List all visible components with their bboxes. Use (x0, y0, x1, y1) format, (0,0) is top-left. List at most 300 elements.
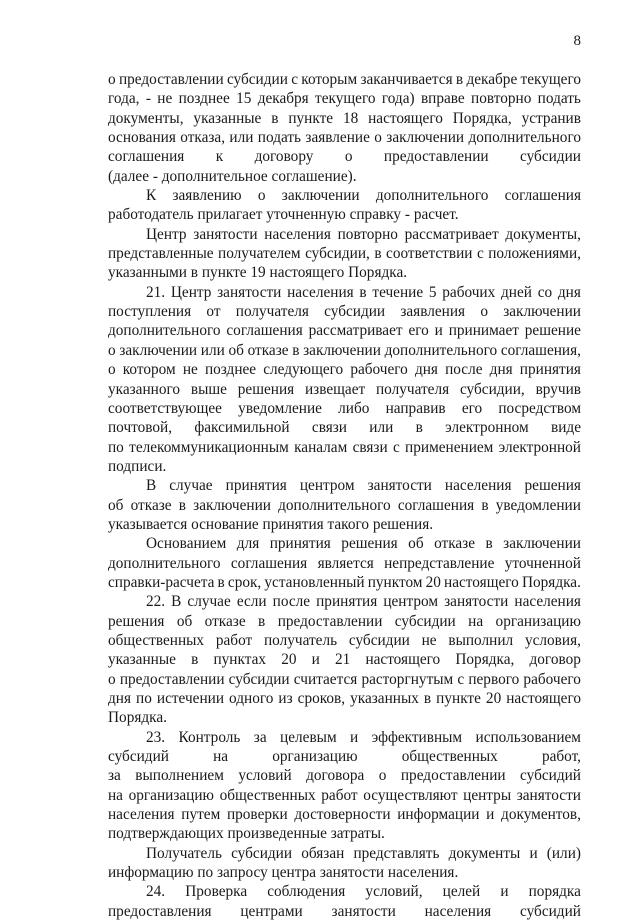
word: для (236, 535, 260, 553)
text-line (108, 592, 581, 611)
word: в (217, 573, 225, 591)
word: и (500, 883, 509, 901)
word: из (278, 690, 293, 707)
word: дня (414, 361, 438, 379)
word: за (108, 767, 121, 785)
word: договор (529, 651, 581, 669)
text-line (108, 554, 581, 573)
word: организацию (128, 786, 214, 804)
word: Центр (146, 225, 187, 243)
word: заключении (193, 496, 271, 514)
word: в (178, 496, 186, 514)
word: заявление (305, 129, 370, 147)
text-line (108, 225, 581, 244)
word: принятия (225, 477, 287, 495)
word: заключении (303, 341, 381, 359)
word: 24. (146, 883, 166, 901)
text-line: информацию по запросу центра занятости населения. (108, 864, 459, 882)
word: заявления (400, 303, 466, 321)
word: договора (306, 767, 365, 785)
word: занятости (331, 902, 396, 920)
word: настоящего (365, 651, 441, 669)
word: предоставлении (119, 670, 225, 688)
word: предоставлении (383, 148, 489, 166)
text-line (108, 534, 581, 553)
text-line (108, 689, 581, 708)
word: на (108, 786, 123, 804)
word: указанного (108, 380, 181, 398)
text-line (108, 283, 581, 302)
word: соглашения (504, 187, 581, 205)
word: текущего (520, 71, 581, 88)
word: об (176, 612, 193, 630)
word: его (408, 322, 429, 340)
word: пункте (288, 109, 334, 127)
word: целей (442, 883, 481, 901)
text-line (108, 766, 581, 785)
text-line: указанными в пункте 19 настоящего Порядка. (108, 264, 408, 282)
word: субсидии (324, 303, 386, 321)
word: дня (108, 690, 132, 707)
word: электронной (498, 438, 581, 456)
word: выполнил (448, 631, 514, 649)
word: вручив (535, 380, 581, 398)
word: основания (108, 129, 176, 147)
word: проверки (226, 806, 288, 824)
word: общественных (108, 631, 205, 649)
word: договору (254, 148, 314, 166)
word: заключении (503, 535, 581, 553)
document-body (108, 70, 581, 921)
word: дня (557, 283, 581, 301)
word: в (423, 690, 432, 707)
word: и (350, 728, 359, 746)
word: субсидии (394, 612, 456, 630)
word: получателя (376, 380, 450, 398)
word: подать (257, 129, 302, 147)
word: следующего (263, 361, 344, 379)
word: справки-расчета (108, 573, 215, 591)
text-line (108, 418, 581, 437)
word: условий (238, 767, 292, 785)
word: в (374, 245, 382, 263)
word: рабочих (442, 283, 496, 301)
word: населения (287, 283, 354, 301)
word: субсидии (231, 844, 293, 862)
word: указанные (193, 109, 262, 127)
word: вправе (420, 90, 465, 108)
word: соглашения (226, 322, 303, 340)
text-line (108, 399, 581, 418)
text-line (108, 650, 581, 669)
word: заключении (386, 129, 465, 147)
word: представлять (353, 844, 440, 862)
word: представленные (108, 245, 214, 263)
word: одного (229, 690, 274, 707)
word: получателем (218, 245, 301, 263)
word: от (206, 303, 221, 321)
word: решения (341, 535, 398, 553)
word: связи (311, 419, 347, 437)
word: предоставлении (118, 71, 224, 88)
text-line (108, 128, 581, 147)
word: не (157, 90, 173, 108)
word: предоставления (108, 902, 212, 920)
word: 21. (146, 283, 166, 301)
word: 18 (342, 109, 359, 127)
word: достоверности (294, 806, 391, 824)
word: почтовой, (108, 419, 173, 437)
word: либо (338, 399, 370, 417)
word: года) (381, 90, 415, 108)
word: в (258, 612, 266, 630)
word: использованием (475, 728, 581, 746)
word: соглашения (108, 148, 185, 166)
text-line (108, 728, 581, 747)
text-line (108, 341, 581, 360)
word: является (317, 554, 374, 572)
text-line (108, 670, 581, 689)
word: о (108, 341, 116, 359)
word: документы (448, 844, 521, 862)
word: 5 (428, 283, 437, 301)
word: субсидий (520, 902, 581, 920)
word: декабре (466, 71, 518, 88)
word: о (374, 129, 382, 147)
text-line (108, 882, 581, 901)
text-line: (далее - дополнительное соглашение). (108, 167, 357, 185)
word: случае (187, 593, 231, 611)
word: соответствующее (108, 399, 222, 417)
text-line (108, 89, 581, 108)
word: в (485, 535, 493, 553)
word: заключении (119, 341, 198, 359)
word: извещает (304, 380, 366, 398)
word: В (146, 477, 157, 495)
word: центром (299, 477, 355, 495)
word: дня (489, 361, 513, 379)
word: рассматривает (308, 322, 403, 340)
word: положениями, (488, 245, 581, 263)
text-line (108, 438, 581, 457)
word: по (108, 438, 124, 456)
text-line (108, 786, 581, 805)
word: Порядка, (452, 109, 512, 127)
word: условия, (524, 631, 581, 649)
text-line (108, 496, 581, 515)
word: принимает (448, 322, 519, 340)
text-line (108, 109, 581, 128)
text-line (108, 844, 581, 863)
word: путем (181, 806, 221, 824)
word: организацию (495, 612, 581, 630)
word: условий, (365, 883, 423, 901)
word: с (476, 245, 484, 263)
word: организацию (272, 748, 358, 766)
word: субсидии (348, 631, 410, 649)
word: рабочего (350, 361, 408, 379)
word: субсидии (228, 670, 290, 688)
word: после (445, 361, 483, 379)
text-line (108, 302, 581, 321)
word: текущего (315, 90, 376, 108)
word: указанные (108, 651, 176, 669)
word: расторгнутым (361, 670, 454, 688)
word: года, (108, 90, 140, 108)
word: о (108, 361, 116, 379)
word: позднее (204, 361, 257, 379)
word: настоящего (506, 690, 581, 707)
word: первого (468, 670, 520, 688)
word: субсидии, (459, 380, 525, 398)
word: о (108, 71, 116, 88)
word: 23. (146, 728, 166, 746)
word: занятости (444, 593, 509, 611)
word: об (228, 341, 244, 359)
word: дополнительного (108, 554, 221, 572)
word: пунктом (367, 573, 423, 591)
text-line (108, 244, 581, 263)
word: пункте (436, 690, 481, 707)
word: или (200, 341, 225, 359)
word: дополнительного (384, 341, 498, 359)
word: общественных (219, 786, 316, 804)
word: которым (301, 71, 358, 88)
word: принятия (316, 593, 378, 611)
word: о (108, 670, 116, 688)
word: установленный (264, 573, 365, 591)
word: заключении (281, 187, 360, 205)
word: заявлению (172, 187, 242, 205)
word: Получатель (146, 844, 222, 862)
word: 22. (146, 593, 166, 611)
word: решения (524, 477, 581, 495)
word: после (272, 593, 311, 611)
word: отказе (434, 535, 476, 553)
word: Контроль (178, 728, 241, 746)
word: Порядка, (455, 651, 515, 669)
word: сроков, (297, 690, 346, 707)
word: соглашения (230, 554, 308, 572)
word: дополнительного (375, 187, 489, 205)
word: виде (551, 419, 581, 437)
word: отказе (204, 612, 246, 630)
word: случае (169, 477, 213, 495)
word: населения (444, 477, 512, 495)
word: посредством (498, 399, 581, 417)
word: соглашения (397, 496, 475, 514)
word: течение (372, 283, 424, 301)
word: Проверка (185, 883, 248, 901)
word: решения (108, 612, 165, 630)
word: центрами (240, 902, 303, 920)
text-line (108, 631, 581, 650)
word: подать (537, 90, 581, 108)
word: истечении (156, 690, 225, 707)
text-line: подтверждающих произведенные затраты. (108, 825, 385, 843)
word: принятия (269, 535, 331, 553)
word: населения (424, 902, 492, 920)
word: на (213, 748, 229, 766)
word: занятости (217, 283, 282, 301)
word: эффективным (371, 728, 463, 746)
word: в (191, 651, 199, 669)
word: - (145, 90, 151, 108)
word: выполнением (135, 767, 224, 785)
word: соответствии (386, 245, 473, 263)
word: документы, (108, 109, 184, 127)
word: рабочего (523, 670, 581, 688)
word: выше (190, 380, 227, 398)
word: устранив (521, 109, 581, 127)
word: по (136, 690, 152, 707)
word: заканчивается (360, 71, 453, 88)
text-line (108, 186, 581, 205)
word: не (421, 631, 437, 649)
word: о (257, 187, 266, 205)
word: субсидии (226, 71, 288, 88)
word: повторно (471, 90, 532, 108)
word: целевым (280, 728, 337, 746)
word: позднее (178, 90, 230, 108)
word: направив (385, 399, 446, 417)
word: со (537, 283, 553, 301)
word: на (468, 612, 484, 630)
word: котором (122, 361, 176, 379)
text-line (108, 573, 581, 592)
word: считается (293, 670, 358, 688)
word: соглашения, (500, 341, 581, 359)
word: 20 (281, 651, 297, 669)
word: работ (321, 786, 358, 804)
word: уведомление (238, 399, 322, 417)
word: в (271, 109, 279, 127)
word: повторно (337, 225, 398, 243)
word: и (529, 844, 538, 862)
word: документы, (505, 225, 581, 243)
text-line: работодатель прилагает уточненную справку - расчет. (108, 206, 459, 224)
word: указанных (350, 690, 419, 707)
text-line (108, 321, 581, 340)
word: связи (352, 438, 388, 456)
word: получателя (235, 303, 309, 321)
word: предоставлении (400, 767, 506, 785)
word: заключении (503, 303, 581, 321)
text-line (108, 805, 581, 824)
word: дополнительного (278, 496, 391, 514)
word: субсидий (520, 767, 581, 785)
word: в (455, 71, 464, 88)
word: телекоммуникационным (129, 438, 289, 456)
word: рассматривает (404, 225, 499, 243)
word: о (480, 303, 488, 321)
word: о (344, 148, 353, 166)
word: или (229, 129, 254, 147)
word: осуществляют (363, 786, 458, 804)
word: Центр (170, 283, 212, 301)
word: решения (237, 380, 295, 398)
word: отказе (130, 496, 172, 514)
word: уточненной (504, 554, 581, 572)
word: Порядка. (521, 573, 581, 591)
word: если (236, 593, 267, 611)
word: дополнительного (468, 129, 581, 147)
word: непредставление (384, 554, 495, 572)
word: настоящего (368, 109, 443, 127)
word: принятия (519, 361, 581, 379)
word: субсидии, (305, 245, 370, 263)
word: решение (524, 322, 581, 340)
word: об (108, 496, 124, 514)
word: центры (463, 786, 512, 804)
text-line (108, 612, 581, 631)
word: с (392, 438, 400, 456)
word: общественных (401, 748, 498, 766)
word: в (359, 283, 367, 301)
word: факсимильной (194, 419, 290, 437)
word: каналам (294, 438, 348, 456)
word: дополнительного (108, 322, 221, 340)
word: соблюдения (267, 883, 346, 901)
word: в (292, 341, 300, 359)
word: электронном (445, 419, 529, 437)
word: работ (215, 631, 253, 649)
word: Основанием (146, 535, 227, 553)
text-line (108, 147, 581, 166)
word: населения (264, 225, 331, 243)
word: документов, (501, 806, 581, 824)
word: настоящего (444, 573, 519, 591)
word: субсидий (108, 748, 169, 766)
word: в (481, 496, 489, 514)
word: порядка (528, 883, 581, 901)
word: 20 (425, 573, 441, 591)
word: занятости (193, 225, 258, 243)
word: и (434, 322, 443, 340)
word: работ, (541, 748, 581, 766)
text-line (108, 360, 581, 379)
text-line: подписи. (108, 457, 167, 475)
word: или (369, 419, 394, 437)
word: дней (501, 283, 532, 301)
page-number: 8 (573, 33, 581, 49)
word: субсидии (520, 148, 581, 166)
word: о (378, 767, 387, 785)
word: отказе (247, 341, 289, 359)
text-line (108, 476, 581, 495)
word: обязан (301, 844, 345, 862)
word: пунктах (213, 651, 267, 669)
word: (или) (546, 844, 581, 862)
word: 20 (485, 690, 502, 707)
word: 21 (334, 651, 351, 669)
word: и (311, 651, 320, 669)
word: применением (405, 438, 494, 456)
word: населения (514, 593, 581, 611)
word: предоставлении (277, 612, 383, 630)
word: К (146, 187, 157, 205)
word: с (457, 670, 465, 688)
word: к (215, 148, 224, 166)
word: занятости (516, 786, 581, 804)
word: декабря (257, 90, 309, 108)
word: с (291, 71, 298, 88)
word: поступления (108, 303, 192, 321)
word: не (182, 361, 198, 379)
text-line (108, 380, 581, 399)
word: 15 (236, 90, 252, 108)
word: об (408, 535, 424, 553)
